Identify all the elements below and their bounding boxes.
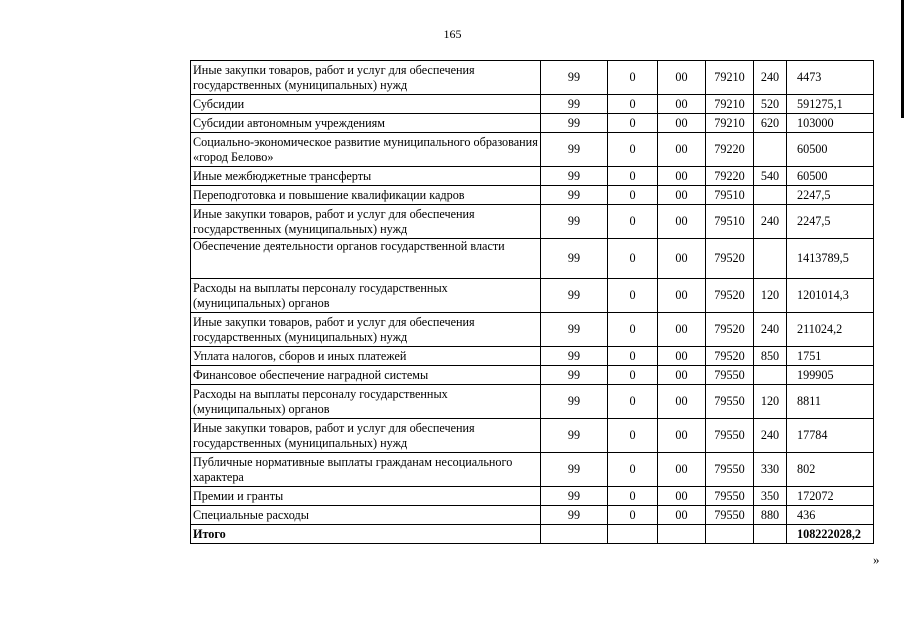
total-label: Итого <box>191 525 541 544</box>
row-name: Обеспечение деятельности органов государственной власти <box>191 239 541 279</box>
row-section: 99 <box>541 453 608 487</box>
table-row <box>191 239 874 279</box>
row-type: 850 <box>754 347 787 366</box>
row-name: Расходы на выплаты персоналу государственных (муниципальных) органов <box>191 279 541 313</box>
total-cell-section <box>541 525 608 544</box>
row-type <box>754 133 787 167</box>
total-cell-program <box>658 525 706 544</box>
table-row <box>191 506 874 525</box>
row-subsection: 0 <box>608 95 658 114</box>
row-subsection: 0 <box>608 186 658 205</box>
row-amount: 2247,5 <box>787 205 874 239</box>
row-subsection: 0 <box>608 506 658 525</box>
table-row <box>191 419 874 453</box>
total-amount: 108222028,2 <box>787 525 874 544</box>
row-section: 99 <box>541 506 608 525</box>
row-program: 00 <box>658 506 706 525</box>
row-amount: 1201014,3 <box>787 279 874 313</box>
row-program: 00 <box>658 205 706 239</box>
row-program: 00 <box>658 95 706 114</box>
row-program: 00 <box>658 487 706 506</box>
table-row <box>191 347 874 366</box>
row-program: 00 <box>658 239 706 279</box>
row-article: 79210 <box>706 61 754 95</box>
row-amount: 2247,5 <box>787 186 874 205</box>
budget-table <box>190 60 874 544</box>
row-amount: 172072 <box>787 487 874 506</box>
row-section: 99 <box>541 133 608 167</box>
row-program: 00 <box>658 313 706 347</box>
total-cell-type <box>754 525 787 544</box>
row-name: Иные закупки товаров, работ и услуг для обеспечения государственных (муниципальных) нужд <box>191 61 541 95</box>
row-article: 79550 <box>706 419 754 453</box>
row-name: Премии и гранты <box>191 487 541 506</box>
row-type: 520 <box>754 95 787 114</box>
table-row <box>191 279 874 313</box>
row-amount: 17784 <box>787 419 874 453</box>
total-cell-subsection <box>608 525 658 544</box>
row-article: 79220 <box>706 167 754 186</box>
row-name: Субсидии <box>191 95 541 114</box>
row-article: 79550 <box>706 453 754 487</box>
row-subsection: 0 <box>608 167 658 186</box>
row-type: 240 <box>754 419 787 453</box>
row-name: Переподготовка и повышение квалификации кадров <box>191 186 541 205</box>
row-program: 00 <box>658 186 706 205</box>
row-section: 99 <box>541 61 608 95</box>
row-section: 99 <box>541 347 608 366</box>
row-article: 79520 <box>706 279 754 313</box>
row-amount: 1751 <box>787 347 874 366</box>
table-row <box>191 313 874 347</box>
row-article: 79210 <box>706 95 754 114</box>
row-section: 99 <box>541 279 608 313</box>
row-type <box>754 239 787 279</box>
table-row <box>191 385 874 419</box>
row-amount: 591275,1 <box>787 95 874 114</box>
row-name: Публичные нормативные выплаты гражданам несоциального характера <box>191 453 541 487</box>
row-type <box>754 186 787 205</box>
row-name: Специальные расходы <box>191 506 541 525</box>
row-program: 00 <box>658 453 706 487</box>
row-article: 79550 <box>706 487 754 506</box>
row-type: 540 <box>754 167 787 186</box>
row-subsection: 0 <box>608 61 658 95</box>
row-name: Иные закупки товаров, работ и услуг для обеспечения государственных (муниципальных) нужд <box>191 205 541 239</box>
table-row <box>191 133 874 167</box>
row-subsection: 0 <box>608 385 658 419</box>
total-row <box>191 525 874 544</box>
row-type: 350 <box>754 487 787 506</box>
row-subsection: 0 <box>608 313 658 347</box>
row-section: 99 <box>541 186 608 205</box>
row-subsection: 0 <box>608 487 658 506</box>
table-row <box>191 453 874 487</box>
row-article: 79520 <box>706 313 754 347</box>
row-section: 99 <box>541 366 608 385</box>
row-program: 00 <box>658 114 706 133</box>
table-row <box>191 167 874 186</box>
row-section: 99 <box>541 313 608 347</box>
row-program: 00 <box>658 61 706 95</box>
row-type: 240 <box>754 61 787 95</box>
row-program: 00 <box>658 133 706 167</box>
row-section: 99 <box>541 239 608 279</box>
table-body <box>191 61 874 544</box>
row-amount: 199905 <box>787 366 874 385</box>
table-row <box>191 95 874 114</box>
row-type: 330 <box>754 453 787 487</box>
row-subsection: 0 <box>608 279 658 313</box>
row-subsection: 0 <box>608 114 658 133</box>
row-subsection: 0 <box>608 347 658 366</box>
table-row <box>191 366 874 385</box>
row-name: Социально-экономическое развитие муниципального образования «город Белово» <box>191 133 541 167</box>
row-article: 79520 <box>706 347 754 366</box>
row-amount: 8811 <box>787 385 874 419</box>
row-section: 99 <box>541 419 608 453</box>
row-amount: 60500 <box>787 167 874 186</box>
row-subsection: 0 <box>608 453 658 487</box>
row-name: Субсидии автономным учреждениям <box>191 114 541 133</box>
row-name: Расходы на выплаты персоналу государственных (муниципальных) органов <box>191 385 541 419</box>
row-amount: 4473 <box>787 61 874 95</box>
row-type: 240 <box>754 313 787 347</box>
table-row <box>191 186 874 205</box>
row-article: 79210 <box>706 114 754 133</box>
row-type: 620 <box>754 114 787 133</box>
row-program: 00 <box>658 419 706 453</box>
row-section: 99 <box>541 205 608 239</box>
page-edge-line <box>901 0 904 118</box>
row-section: 99 <box>541 114 608 133</box>
row-program: 00 <box>658 366 706 385</box>
row-subsection: 0 <box>608 366 658 385</box>
row-type: 240 <box>754 205 787 239</box>
row-article: 79510 <box>706 205 754 239</box>
table-row <box>191 61 874 95</box>
row-amount: 211024,2 <box>787 313 874 347</box>
row-section: 99 <box>541 385 608 419</box>
row-section: 99 <box>541 95 608 114</box>
row-amount: 802 <box>787 453 874 487</box>
row-subsection: 0 <box>608 419 658 453</box>
row-amount: 1413789,5 <box>787 239 874 279</box>
row-type <box>754 366 787 385</box>
row-article: 79550 <box>706 506 754 525</box>
row-type: 120 <box>754 279 787 313</box>
row-name: Иные межбюджетные трансферты <box>191 167 541 186</box>
closing-quote: » <box>873 552 880 567</box>
row-article: 79510 <box>706 186 754 205</box>
row-article: 79220 <box>706 133 754 167</box>
row-section: 99 <box>541 167 608 186</box>
row-amount: 436 <box>787 506 874 525</box>
row-name: Иные закупки товаров, работ и услуг для обеспечения государственных (муниципальных) нужд <box>191 313 541 347</box>
row-subsection: 0 <box>608 205 658 239</box>
total-cell-article <box>706 525 754 544</box>
row-article: 79520 <box>706 239 754 279</box>
row-amount: 60500 <box>787 133 874 167</box>
row-article: 79550 <box>706 385 754 419</box>
row-subsection: 0 <box>608 239 658 279</box>
row-subsection: 0 <box>608 133 658 167</box>
table-row <box>191 114 874 133</box>
row-article: 79550 <box>706 366 754 385</box>
row-section: 99 <box>541 487 608 506</box>
row-type: 120 <box>754 385 787 419</box>
row-program: 00 <box>658 347 706 366</box>
row-program: 00 <box>658 385 706 419</box>
row-type: 880 <box>754 506 787 525</box>
row-name: Финансовое обеспечение наградной системы <box>191 366 541 385</box>
row-name: Уплата налогов, сборов и иных платежей <box>191 347 541 366</box>
row-name: Иные закупки товаров, работ и услуг для обеспечения государственных (муниципальных) нужд <box>191 419 541 453</box>
row-amount: 103000 <box>787 114 874 133</box>
table-row <box>191 487 874 506</box>
page-number: 165 <box>443 27 462 41</box>
row-program: 00 <box>658 167 706 186</box>
row-program: 00 <box>658 279 706 313</box>
table-row <box>191 205 874 239</box>
